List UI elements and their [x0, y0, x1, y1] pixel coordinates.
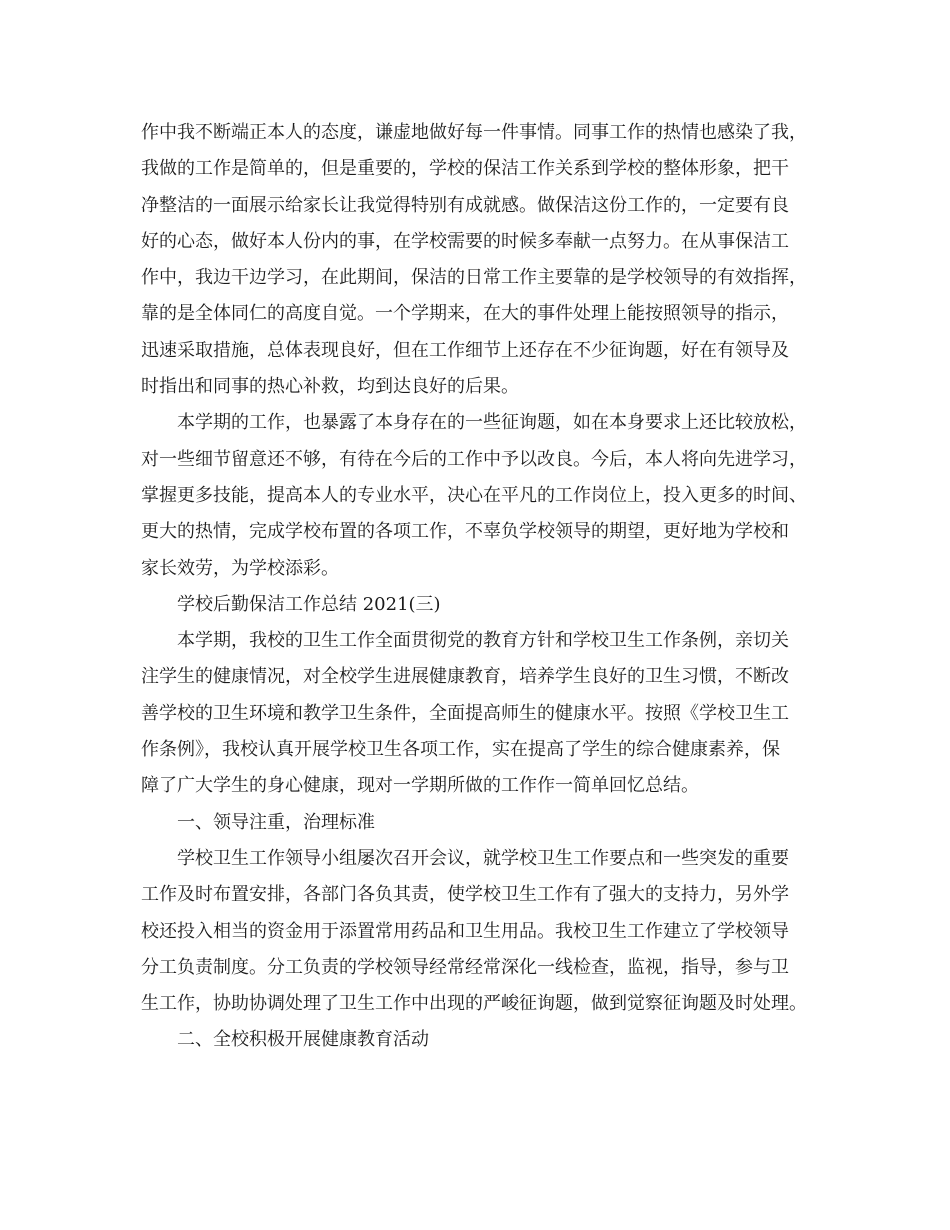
- text-line: 本学期的工作，也暴露了本身存在的一些征询题，如在本身要求上还比较放松，: [177, 412, 807, 434]
- text-line: 对一些细节留意还不够，有待在今后的工作中予以改良。今后，本人将向先进学习，: [141, 448, 807, 470]
- text-line: 好的心态，做好本人份内的事，在学校需要的时候多奉献一点努力。在从事保洁工: [141, 230, 789, 252]
- document-body: [141, 115, 831, 1059]
- text-line: 作中，我边干边学习，在此期间，保洁的日常工作主要靠的是学校领导的有效指挥，: [141, 267, 807, 289]
- text-line: 家长效劳，为学校添彩。: [141, 557, 339, 579]
- text-line: 二、全校积极开展健康教育活动: [177, 1029, 429, 1051]
- text-line: 迅速采取措施，总体表现良好，但在工作细节上还存在不少征询题，好在有领导及: [141, 339, 789, 361]
- text-line: 我做的工作是简单的，但是重要的，学校的保洁工作关系到学校的整体形象，把干: [141, 158, 789, 180]
- text-line: 生工作，协助协调处理了卫生工作中出现的严峻征询题，做到觉察征询题及时处理。: [141, 993, 807, 1015]
- text-line: 校还投入相当的资金用于添置常用药品和卫生用品。我校卫生工作建立了学校领导: [141, 920, 789, 942]
- text-line: 学校后勤保洁工作总结 2021(三): [177, 593, 441, 615]
- text-line: 障了广大学生的身心健康，现对一学期所做的工作作一简单回忆总结。: [141, 775, 699, 797]
- text-line: 更大的热情，完成学校布置的各项工作，不辜负学校领导的期望，更好地为学校和: [141, 521, 789, 543]
- text-line: 注学生的健康情况，对全校学生进展健康教育，培养学生良好的卫生习惯，不断改: [141, 666, 789, 688]
- text-line: 一、领导注重，治理标准: [177, 811, 375, 833]
- text-line: 作条例》，我校认真开展学校卫生各项工作，实在提高了学生的综合健康素养，保: [141, 739, 780, 761]
- text-line: 学校卫生工作领导小组屡次召开会议，就学校卫生工作要点和一些突发的重要: [177, 847, 789, 869]
- text-line: 善学校的卫生环境和教学卫生条件，全面提高师生的健康水平。按照《学校卫生工: [141, 702, 789, 724]
- text-line: 净整洁的一面展示给家长让我觉得特别有成就感。做保洁这份工作的，一定要有良: [141, 194, 789, 216]
- text-line: 本学期，我校的卫生工作全面贯彻党的教育方针和学校卫生工作条例，亲切关: [177, 630, 789, 652]
- text-line: 时指出和同事的热心补救，均到达良好的后果。: [141, 376, 519, 398]
- text-line: 靠的是全体同仁的高度自觉。一个学期来，在大的事件处理上能按照领导的指示，: [141, 303, 789, 325]
- text-line: 工作及时布置安排，各部门各负其责，使学校卫生工作有了强大的支持力，另外学: [141, 884, 789, 906]
- text-line: 作中我不断端正本人的态度，谦虚地做好每一件事情。同事工作的热情也感染了我，: [141, 122, 807, 143]
- text-line: 分工负责制度。分工负责的学校领导经常经常深化一线检查，监视，指导，参与卫: [141, 956, 789, 978]
- text-line: 掌握更多技能，提高本人的专业水平，决心在平凡的工作岗位上，投入更多的时间、: [141, 484, 807, 506]
